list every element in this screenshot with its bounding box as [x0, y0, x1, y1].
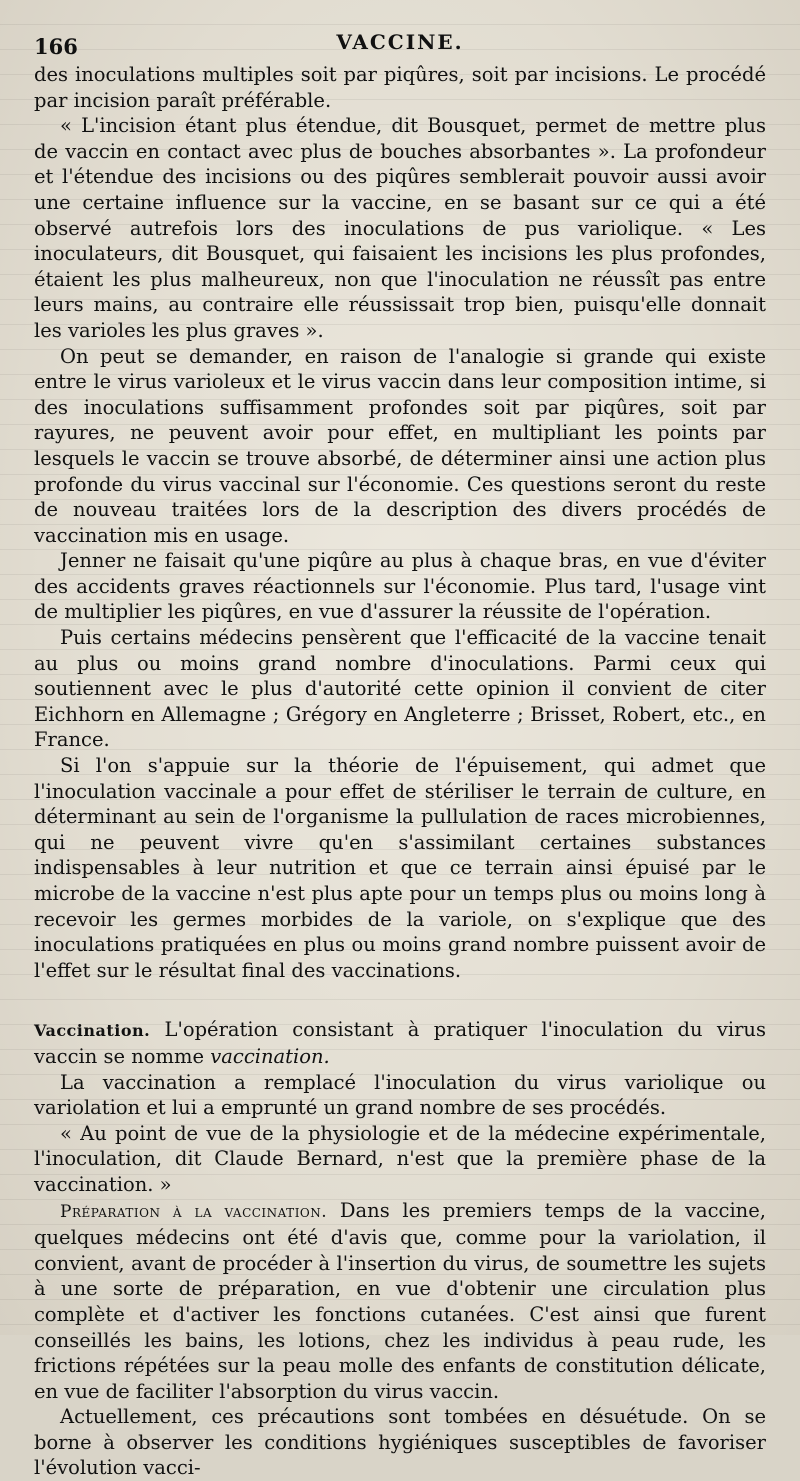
paragraph-jenner: Jenner ne faisait qu'une piqûre au plus à chaque bras, en vue d'éviter des accidents graves réactionnels sur l'économie. Plus tard, l'usage vint de multiplier les piqûres, en vue d'assurer la réussite de l'opération.: [34, 549, 766, 624]
section-gap: [34, 983, 766, 1017]
section-heading-term: vaccination.: [210, 1044, 330, 1068]
paragraph-claude-bernard: « Au point de vue de la physiologie et de la médecine expérimentale, l'inoculation, dit Claude Bernard, n'est que la première phase de la vaccination. »: [34, 1121, 766, 1196]
page-number: 166: [34, 34, 78, 59]
paragraph-exhaustion-theory: Si l'on s'appuie sur la théorie de l'épuisement, qui admet que l'inoculation vaccinale a pour effet de stériliser le terrain de culture, en déterminant au sein de l'organisme la pullulation de races microbiennes, qui ne peuvent vivre qu'en s'assimilant certaines substances indispensables à leur nutrition et que ce terrain ainsi épuisé par le microbe de la vaccine n'est plus apte pour un temps plus ou moins long à recevoir les germes morbides de la variole, on s'explique que des inoculations pratiquées en plus ou moins grand nombre puissent avoir de l'effet sur le résultat final des vaccinations.: [34, 754, 766, 982]
subsection-heading: Préparation à la vaccination.: [60, 1201, 328, 1222]
paragraph-actuellement: Actuellement, ces précautions sont tombées en désuétude. On se borne à observer les conditions hygiéniques susceptibles de favoriser l'évolution vacci-: [34, 1405, 766, 1480]
paragraph-analogy: On peut se demander, en raison de l'analogie si grande qui existe entre le virus varioleux et le virus vaccin dans leur composition intime, si des inoculations suffisamment profondes soit par piqûres, soit par rayures, ne peuvent avoir pour effet, en multipliant les points par lesquels le vaccin se trouve absorbé, de déterminer ainsi une action plus profonde du virus vaccinal sur l'économie. Ces questions seront du reste de nouveau traitées lors de la description des divers procédés de vaccination mis en usage.: [34, 344, 766, 547]
paragraph-variolation: La vaccination a remplacé l'inoculation du virus variolique ou variolation et lui a emprunté un grand nombre de ses procédés.: [34, 1070, 766, 1120]
page-body: [34, 62, 766, 1481]
paragraph-continuation: des inoculations multiples soit par piqûres, soit par incisions. Le procédé par incision paraît préférable.: [34, 63, 766, 112]
running-title: VACCINE.: [336, 30, 464, 54]
subsection-body: Dans les premiers temps de la vaccine, quelques médecins ont été d'avis que, comme pour la variolation, il convient, avant de procéder à l'insertion du virus, de soumettre les sujets à une sorte de préparation, en vue d'obtenir une circulation plus complète et d'activer les fonctions cutanées. C'est ainsi que furent conseillés les bains, les lotions, chez les individus à peau rude, les frictions répétées sur la peau molle des enfants de constitution délicate, en vue de faciliter l'absorption du virus vaccin.: [34, 1198, 766, 1403]
section-heading: Vaccination.: [34, 1021, 151, 1041]
section-vaccination: [34, 1017, 766, 1069]
paragraph-physicians: Puis certains médecins pensèrent que l'efficacité de la vaccine tenait au plus ou moins grand nombre d'inoculations. Parmi ceux qui soutiennent avec le plus d'autorité cette opinion il convient de citer Eichhorn en Allemagne ; Grégory en Angleterre ; Brisset, Robert, etc., en France.: [34, 626, 766, 752]
section-heading-body: L'opération consistant à pratiquer l'inoculation du virus vaccin se nomme: [34, 1018, 766, 1068]
page-header: [34, 26, 766, 59]
paragraph-bousquet-quote: « L'incision étant plus étendue, dit Bousquet, permet de mettre plus de vaccin en contact avec plus de bouches absorbantes ». La profondeur et l'étendue des incisions ou des piqûres semblerait pouvoir aussi avoir une certaine influence sur la vaccine, en se basant sur ce qui a été observé autrefois lors des inoculations de pus variolique. « Les inoculateurs, dit Bousquet, qui faisaient les incisions les plus profondes, étaient les plus malheureux, non que l'inoculation ne réussît pas entre leurs mains, au contraire elle réussissait trop bien, puisqu'elle donnait les varioles les plus graves ».: [34, 114, 766, 342]
subsection-preparation: [34, 1198, 766, 1405]
